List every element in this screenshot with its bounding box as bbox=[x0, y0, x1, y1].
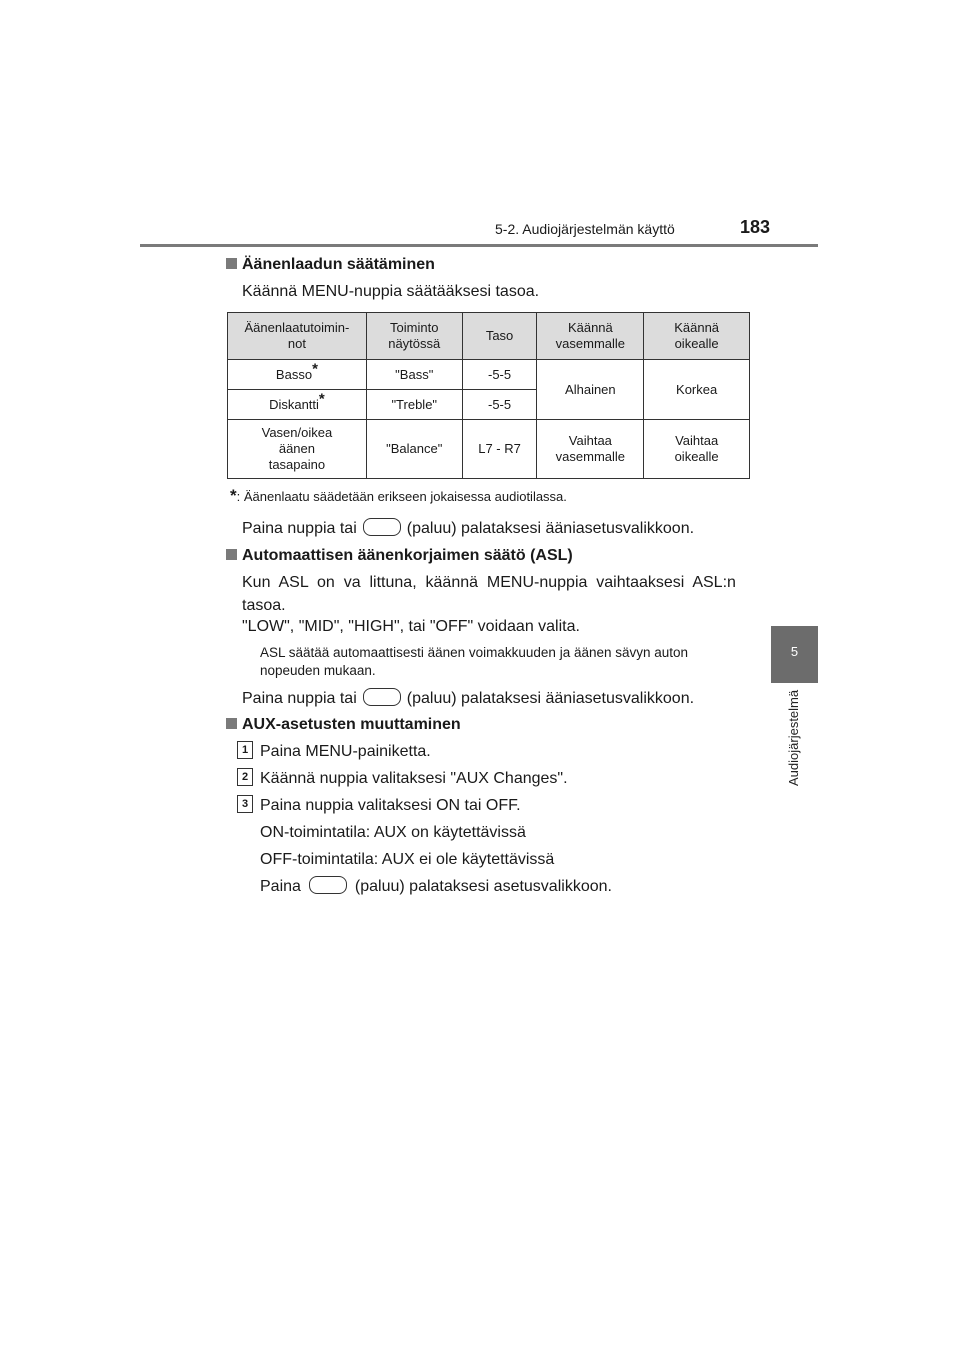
table-header-cell: Äänenlaatutoimin- not bbox=[228, 313, 367, 360]
tone-table bbox=[227, 312, 750, 479]
tone-intro: Käännä MENU-nuppia säätääksesi tasoa. bbox=[242, 283, 540, 300]
back-button-icon bbox=[309, 876, 347, 894]
table-header-cell: Taso bbox=[462, 313, 537, 360]
header-section-title: 5-2. Audiojärjestelmän käyttö bbox=[495, 221, 675, 237]
return-instruction: Paina nuppia tai (paluu) palataksesi ääniasetusvalikkoon. bbox=[242, 520, 695, 537]
section-heading-asl bbox=[226, 547, 573, 565]
return-instruction: Paina (paluu) palataksesi asetusvalikkoon. bbox=[260, 878, 612, 895]
back-button-icon bbox=[363, 518, 401, 536]
table-cell-turn-right: Korkea bbox=[644, 360, 750, 420]
table-header-row bbox=[228, 313, 750, 360]
table-cell-mode: Basso* bbox=[228, 360, 367, 390]
footnote-star: * bbox=[230, 486, 237, 505]
header-rule bbox=[140, 244, 818, 247]
asl-paragraph-line2: tasoa. bbox=[242, 597, 286, 614]
asl-options: "LOW", "MID", "HIGH", tai "OFF" voidaan valita. bbox=[242, 618, 580, 635]
table-cell-turn-left: Alhainen bbox=[537, 360, 644, 420]
table-cell-display: "Treble" bbox=[366, 390, 462, 420]
section-heading-tone bbox=[226, 256, 435, 274]
table-cell-level: -5-5 bbox=[462, 390, 537, 420]
section-heading-aux bbox=[226, 716, 461, 734]
chapter-tab bbox=[771, 626, 818, 683]
asl-paragraph-line1: Kun ASL on va littuna, käännä MENU-nuppia vaihtaaksesi ASL:n bbox=[242, 574, 736, 591]
aux-on-mode: ON-toimintatila: AUX on käytettävissä bbox=[260, 824, 526, 841]
footnote-text: : Äänenlaatu säädetään erikseen jokaisessa audiotilassa. bbox=[236, 489, 567, 504]
table-header-cell: Toiminto näytössä bbox=[366, 313, 462, 360]
step-number-badge: 2 bbox=[237, 768, 253, 786]
chapter-tab-label: Audiojärjestelmä bbox=[786, 690, 801, 787]
back-button-icon bbox=[363, 688, 401, 706]
table-footnote bbox=[230, 486, 567, 506]
return-instruction: Paina nuppia tai (paluu) palataksesi ääniasetusvalikkoon. bbox=[242, 690, 695, 707]
table-cell-display: "Balance" bbox=[366, 420, 462, 479]
chapter-tab-number: 5 bbox=[790, 644, 799, 659]
table-header-cell: Käännä oikealle bbox=[644, 313, 750, 360]
table-cell-mode: Vasen/oikea äänen tasapaino bbox=[228, 420, 367, 479]
step-text: Paina nuppia valitaksesi ON tai OFF. bbox=[260, 797, 521, 814]
table-cell-turn-left: Vaihtaa vasemmalle bbox=[537, 420, 644, 479]
table-row bbox=[228, 360, 750, 390]
table-cell-level: L7 - R7 bbox=[462, 420, 537, 479]
table-cell-display: "Bass" bbox=[366, 360, 462, 390]
step-number-badge: 1 bbox=[237, 741, 253, 759]
page-number: 183 bbox=[740, 217, 771, 237]
step-text: Käännä nuppia valitaksesi "AUX Changes". bbox=[260, 770, 568, 787]
aux-off-mode: OFF-toimintatila: AUX ei ole käytettävissä bbox=[260, 851, 555, 868]
square-bullet-icon bbox=[226, 549, 237, 560]
table-cell-turn-right: Vaihtaa oikealle bbox=[644, 420, 750, 479]
step-number-badge: 3 bbox=[237, 795, 253, 813]
table-header-cell: Käännä vasemmalle bbox=[537, 313, 644, 360]
asl-note: ASL säätää automaattisesti äänen voimakkuuden ja äänen sävyn auton nopeuden mukaan. bbox=[260, 645, 689, 678]
section-heading-text: Äänenlaadun säätäminen bbox=[242, 256, 435, 273]
square-bullet-icon bbox=[226, 258, 237, 269]
step-text: Paina MENU-painiketta. bbox=[260, 743, 431, 760]
table-cell-level: -5-5 bbox=[462, 360, 537, 390]
square-bullet-icon bbox=[226, 718, 237, 729]
section-heading-text: Automaattisen äänenkorjaimen säätö (ASL) bbox=[242, 547, 573, 564]
table-row bbox=[228, 420, 750, 479]
table-cell-mode: Diskantti* bbox=[228, 390, 367, 420]
section-heading-text: AUX-asetusten muuttaminen bbox=[242, 716, 461, 733]
